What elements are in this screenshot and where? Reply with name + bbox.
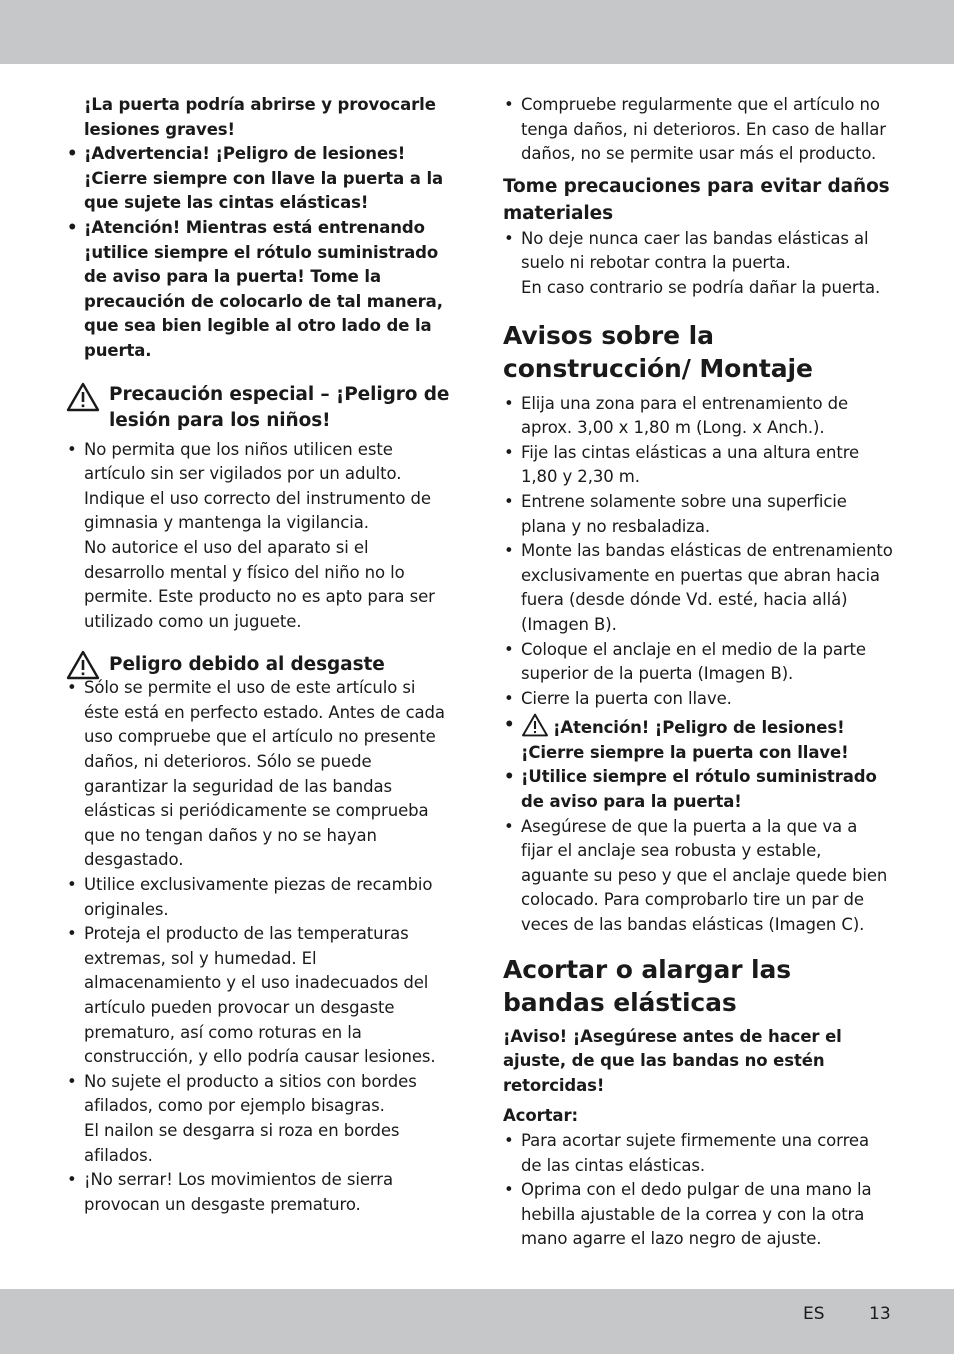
footer-language: ES xyxy=(803,1304,825,1324)
list-item: • Sólo se permite el uso de este artículo si éste está en perfecto estado. Antes de cada uso compruebe que el artículo no presente daños, ni deterioros. Sólo se puede garantizar la seguridad de las bandas elásticas si periódicamente se comprueba que no tengan daños y no se hayan desgastado. xyxy=(66,676,454,873)
list-item: • Coloque el anclaje en el medio de la parte superior de la puerta (Imagen B). xyxy=(503,638,893,687)
list-item: • Asegúrese de que la puerta a la que va a fijar el anclaje sea robusta y estable, aguante su peso y que el anclaje quede bien colocado. Para comprobarlo tire un par de veces de las bandas elásticas (Imagen C). xyxy=(503,815,893,938)
list-item: • Oprima con el dedo pulgar de una mano la hebilla ajustable de la correa y con la otra mano agarre el lazo negro de ajuste. xyxy=(503,1178,893,1252)
list-item: • Cierre la puerta con llave. xyxy=(503,687,893,712)
list-item: • ¡Atención! Mientras está entrenando ¡utilice siempre el rótulo suministrado de aviso para la puerta! Tome la precaución de colocarlo de tal manera, que sea bien legible al otro lado de la puerta. xyxy=(66,216,454,364)
list-item xyxy=(66,1070,454,1168)
list-item-text: ¡Atención! ¡Peligro de lesiones! ¡Cierre siempre la puerta con llave! xyxy=(521,718,849,762)
warning-triangle-icon xyxy=(521,713,549,737)
adjust-title: Acortar o alargar las bandas elásticas xyxy=(503,954,792,1017)
list-item: • Elija una zona para el entrenamiento de aprox. 3,00 x 1,80 m (Long. x Anch.). xyxy=(503,392,893,441)
adjust-notice: ¡Aviso! ¡Asegúrese antes de hacer el ajuste, de que las bandas no estén retorcidas! xyxy=(503,1026,842,1095)
warning-triangle-icon xyxy=(66,382,100,412)
list-item: • ¡No serrar! Los movimientos de sierra provocan un desgaste prematuro. xyxy=(66,1168,454,1217)
right-column xyxy=(503,93,893,1252)
list-item-text: En caso contrario se podría dañar la puerta. xyxy=(521,277,881,297)
list-item: • Para acortar sujete firmemente una correa de las cintas elásticas. xyxy=(503,1129,893,1178)
list-item: • Proteja el producto de las temperaturas extremas, sol y humedad. El almacenamiento y el uso inadecuados del artículo pueden provocar un desgaste prematuro, así como roturas en la construcción, y ello podría causar lesiones. xyxy=(66,922,454,1070)
list-item-text: No sujete el producto a sitios con bordes afilados, como por ejemplo bisagras. xyxy=(84,1071,417,1116)
left-column xyxy=(66,93,454,1217)
list-item: • ¡Advertencia! ¡Peligro de lesiones! ¡Cierre siempre con llave la puerta a la que sujete las cintas elásticas! xyxy=(66,142,454,216)
list-item: • ¡Utilice siempre el rótulo suministrado de aviso para la puerta! xyxy=(503,765,893,814)
list-item: • Monte las bandas elásticas de entrenamiento exclusivamente en puertas que abran hacia fuera (desde dónde Vd. esté, hacia allá) (Imagen B). xyxy=(503,539,893,637)
shorten-label: Acortar: xyxy=(503,1106,578,1126)
list-item: • Entrene solamente sobre una superficie plana y no resbaladiza. xyxy=(503,490,893,539)
check-list xyxy=(503,93,893,167)
list-item-text: No autorice el uso del aparato si el desarrollo mental y físico del niño no lo permite. Este producto no es apto para ser utilizado como un juguete. xyxy=(84,537,435,631)
wear-warning-list xyxy=(66,676,454,1217)
list-item-text: No permita que los niños utilicen este artículo sin ser vigilados por un adulto. Indique el uso correcto del instrumento de gimnasia y mantenga la vigilancia. xyxy=(84,439,431,533)
shorten-list xyxy=(503,1129,893,1252)
list-item xyxy=(66,438,454,635)
list-item-text: No deje nunca caer las bandas elásticas al suelo ni rebotar contra la puerta. xyxy=(521,228,869,273)
children-warning-heading xyxy=(66,382,454,435)
intro-warning-list xyxy=(66,142,454,363)
header-bar xyxy=(0,0,954,64)
children-warning-list xyxy=(66,438,454,635)
list-item: • Utilice exclusivamente piezas de recambio originales. xyxy=(66,873,454,922)
list-item-text: El nailon se desgarra si roza en bordes afilados. xyxy=(84,1120,400,1165)
assembly-list xyxy=(503,392,893,938)
material-damage-title: Tome precauciones para evitar daños materiales xyxy=(503,175,890,224)
list-item: • Compruebe regularmente que el artículo no tenga daños, ni deterioros. En caso de hallar daños, no se permite usar más el producto. xyxy=(503,93,893,167)
children-warning-title: Precaución especial – ¡Peligro de lesión para los niños! xyxy=(109,383,450,432)
material-damage-list xyxy=(503,227,893,301)
list-item-warning xyxy=(503,713,893,765)
assembly-title: Avisos sobre la construcción/ Montaje xyxy=(503,320,813,383)
intro-warning-continued: ¡La puerta podría abrirse y provocarle lesiones graves! xyxy=(84,95,436,139)
wear-warning-title: Peligro debido al desgaste xyxy=(109,654,385,676)
list-item xyxy=(503,227,893,301)
page-number: 13 xyxy=(869,1304,891,1324)
list-item: • Fije las cintas elásticas a una altura entre 1,80 y 2,30 m. xyxy=(503,441,893,490)
